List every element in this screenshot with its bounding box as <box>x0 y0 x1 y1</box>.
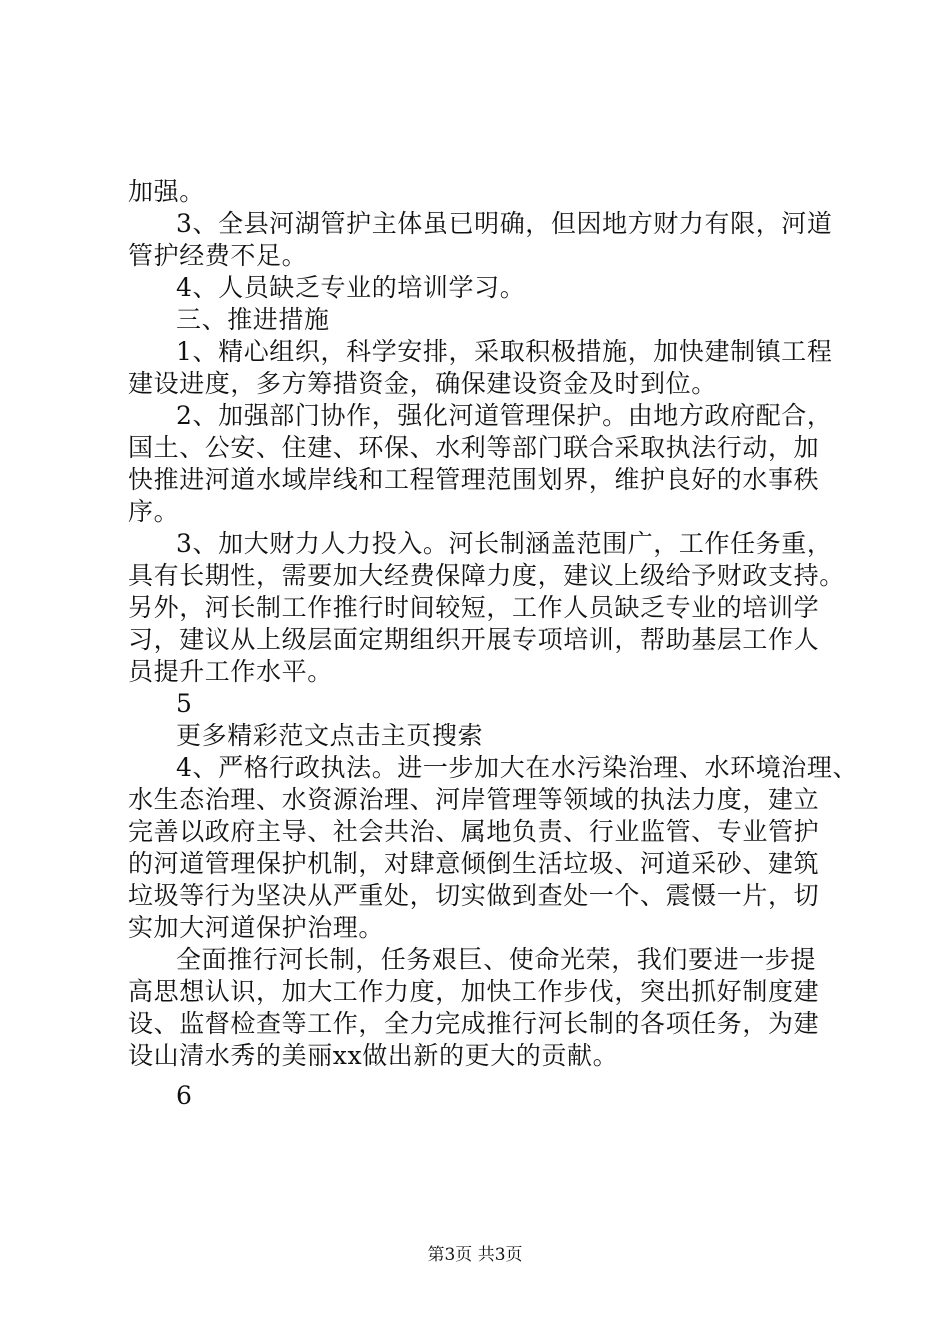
page-number-marker: 5 <box>176 689 193 718</box>
promo-text: 更多精彩范文点击主页搜索 <box>176 721 484 750</box>
text-line: 快推进河道水域岸线和工程管理范围划界，维护良好的水事秩 <box>128 465 820 494</box>
text-line: 水生态治理、水资源治理、河岸管理等领域的执法力度，建立 <box>128 785 820 814</box>
text-line: 2、加强部门协作，强化河道管理保护。由地方政府配合， <box>176 401 833 430</box>
text-line: 3、全县河湖管护主体虽已明确，但因地方财力有限，河道 <box>176 209 833 238</box>
text-line: 完善以政府主导、社会共治、属地负责、行业监管、专业管护 <box>128 817 820 846</box>
text-line: 设山清水秀的美丽xx做出新的更大的贡献。 <box>128 1041 619 1070</box>
text-line: 4、人员缺乏专业的培训学习。 <box>176 273 526 302</box>
text-line: 习，建议从上级层面定期组织开展专项培训，帮助基层工作人 <box>128 625 820 654</box>
text-line: 设、监督检查等工作，全力完成推行河长制的各项任务，为建 <box>128 1009 820 1038</box>
page-footer: 第3页 共3页 <box>427 1245 523 1265</box>
text-line: 序。 <box>128 497 180 526</box>
text-line: 垃圾等行为坚决从严重处，切实做到查处一个、震慑一片，切 <box>128 881 820 910</box>
text-line: 建设进度，多方筹措资金，确保建设资金及时到位。 <box>128 369 717 398</box>
text-line: 全面推行河长制，任务艰巨、使命光荣，我们要进一步提 <box>176 945 817 974</box>
text-line: 高思想认识，加大工作力度，加快工作步伐，突出抓好制度建 <box>128 977 820 1006</box>
text-line: 管护经费不足。 <box>128 241 308 270</box>
text-line: 具有长期性，需要加大经费保障力度，建议上级给予财政支持。 <box>128 561 845 590</box>
text-line: 另外，河长制工作推行时间较短，工作人员缺乏专业的培训学 <box>128 593 820 622</box>
text-line: 3、加大财力人力投入。河长制涵盖范围广，工作任务重， <box>176 529 833 558</box>
section-heading: 三、推进措施 <box>176 305 330 334</box>
text-line: 加强。 <box>128 177 205 206</box>
text-line: 实加大河道保护治理。 <box>128 913 385 942</box>
text-line: 国土、公安、住建、环保、水利等部门联合采取执法行动，加 <box>128 433 820 462</box>
text-line: 员提升工作水平。 <box>128 657 333 686</box>
text-line: 1、精心组织，科学安排，采取积极措施，加快建制镇工程 <box>176 337 833 366</box>
page-number-marker: 6 <box>176 1081 193 1110</box>
text-line: 的河道管理保护机制，对肆意倾倒生活垃圾、河道采砂、建筑 <box>128 849 820 878</box>
text-line: 4、严格行政执法。进一步加大在水污染治理、水环境治理、 <box>176 753 859 782</box>
